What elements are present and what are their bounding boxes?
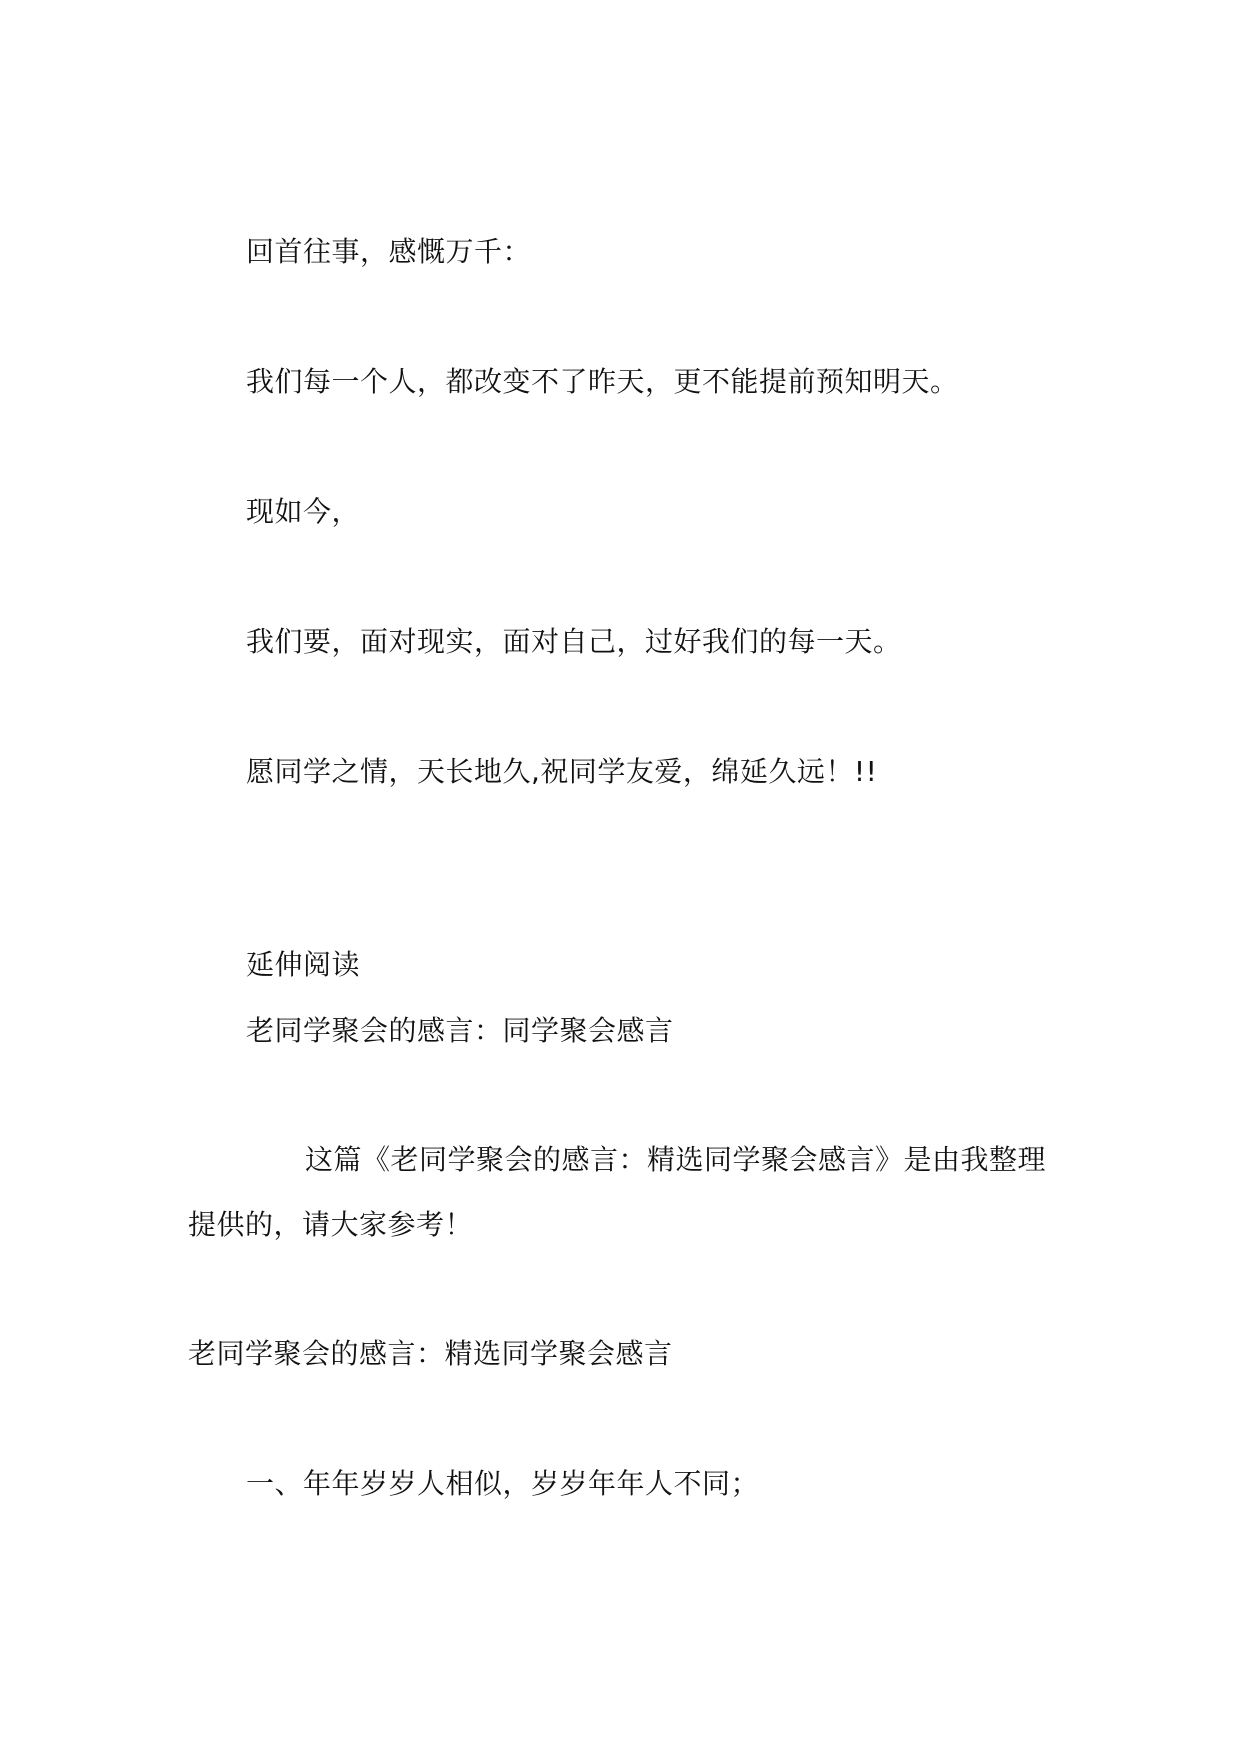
article-title: 老同学聚会的感言：精选同学聚会感言 — [188, 1337, 673, 1370]
paragraph-face-reality: 我们要，面对现实，面对自己，过好我们的每一天。 — [246, 625, 902, 658]
paragraph-reflection: 回首往事，感慨万千： — [246, 235, 532, 268]
section-heading-extended-reading: 延伸阅读 — [246, 948, 361, 981]
intro-paragraph-line-2: 提供的，请大家参考！ — [188, 1208, 474, 1241]
list-item-first: 一、年年岁岁人相似，岁岁年年人不同； — [246, 1467, 760, 1500]
paragraph-nowadays: 现如今， — [246, 495, 361, 528]
paragraph-wishes: 愿同学之情，天长地久,祝同学友爱，绵延久远！!! — [246, 755, 878, 788]
extended-reading-title: 老同学聚会的感言：同学聚会感言 — [246, 1014, 674, 1047]
paragraph-yesterday-tomorrow: 我们每一个人，都改变不了昨天，更不能提前预知明天。 — [246, 365, 959, 398]
intro-paragraph-line-1: 这篇《老同学聚会的感言：精选同学聚会感言》是由我整理 — [305, 1143, 1047, 1176]
